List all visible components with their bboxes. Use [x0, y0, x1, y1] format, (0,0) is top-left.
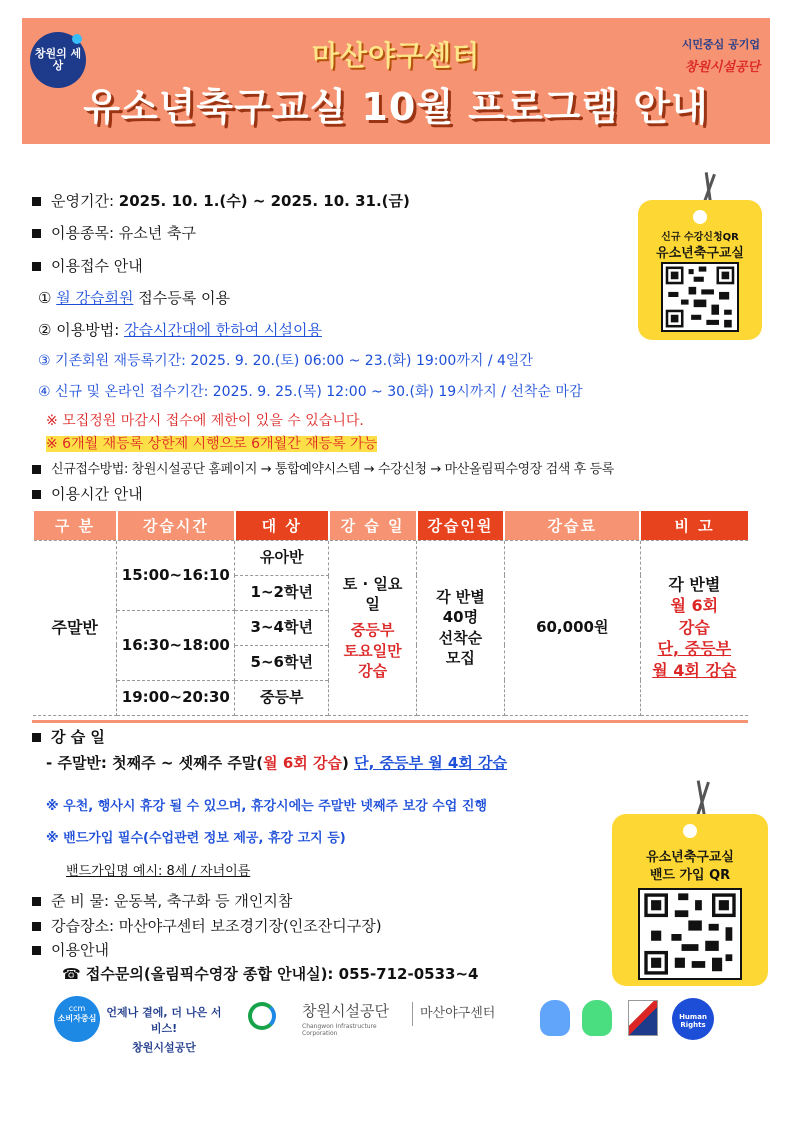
bullet-square-icon [32, 733, 41, 742]
item1-rest: 접수등록 이용 [138, 289, 230, 307]
bullet-square-icon [32, 490, 41, 499]
col-header: 비 고 [640, 511, 748, 540]
ccm-mid: 소비자중심 [57, 1014, 97, 1023]
mascot-1-icon [540, 1000, 570, 1036]
bullet-square-icon [32, 465, 41, 474]
footer-slogan-1: 언제나 곁에, 더 나은 서비스! [106, 1006, 222, 1035]
people-a: 각 반별 [436, 588, 485, 606]
new-method-line [32, 458, 614, 477]
contact-line [62, 963, 478, 984]
lesson-prefix: - 주말반: 첫째주 ~ 셋째주 주말( [46, 754, 264, 772]
qr1-large-label: 유소년축구교실 [656, 246, 744, 261]
col-header: 강습인원 [417, 511, 505, 540]
tag-hole [693, 210, 707, 224]
footer-slogan-2: 창원시설공단 [132, 1041, 196, 1054]
header-banner [22, 18, 770, 144]
bullet-square-icon [32, 897, 41, 906]
table-row [33, 540, 748, 575]
table-header-row [33, 511, 748, 540]
prep-value: 운동복, 축구화 등 개인지참 [113, 892, 293, 910]
contact-text: 접수문의(올림픽수영장 종합 안내실): 055-712-0533~4 [85, 965, 479, 983]
item2-num: ② [38, 321, 52, 339]
class-name-cell: 주말반 [33, 540, 117, 715]
place-label: 강습장소: [51, 917, 115, 935]
qr1-small-label: 신규 수강신청QR [661, 232, 739, 243]
certificate-icon [628, 1000, 658, 1036]
band-example: 밴드가입명 예시: 8세 / 자녀이름 [66, 864, 251, 879]
usage-title [32, 939, 109, 960]
time-title [32, 483, 143, 504]
signup-qr-tag [638, 200, 762, 340]
days-red-c: 강습 [358, 661, 388, 680]
footer-corp-kr: 창원시설공단 [302, 1002, 389, 1020]
sub-title: 마산야구센터 [311, 39, 481, 72]
target-cell: 중등부 [235, 680, 329, 715]
period-line [32, 190, 410, 211]
target-cell: 5~6학년 [235, 645, 329, 680]
bullet-square-icon [32, 922, 41, 931]
qr2-line2: 밴드 가입 QR [649, 868, 731, 883]
period-value: 2025. 10. 1.(수) ~ 2025. 10. 31.(금) [118, 192, 410, 210]
days-main-b: 일 [365, 595, 380, 614]
bullet-square-icon [32, 197, 41, 206]
apply-title-text: 이용접수 안내 [51, 257, 143, 275]
apply-title [32, 255, 143, 276]
fee-cell: 60,000원 [504, 540, 640, 715]
time-cell: 16:30~18:00 [117, 610, 235, 680]
ccm-logo [54, 996, 100, 1042]
mascot-2-icon [582, 1000, 612, 1036]
col-header: 강습료 [504, 511, 640, 540]
lesson-mid: ) [342, 754, 349, 772]
target-cell: 유아반 [235, 540, 329, 575]
bullet-square-icon [32, 262, 41, 271]
days-red-a: 중등부 [350, 621, 395, 640]
sport-label: 이용종목: [51, 224, 115, 242]
lesson-title-text: 강 습 일 [51, 728, 105, 746]
note-c: 강습 [678, 617, 710, 637]
lesson-red: 월 6회 강습 [263, 754, 342, 772]
lesson-note-1: ※ 우천, 행사시 휴강 될 수 있으며, 휴강시에는 주말반 넷째주 보강 수업 진행 [46, 799, 488, 814]
signup-qr-code[interactable] [661, 262, 739, 332]
target-cell: 3~4학년 [235, 610, 329, 645]
people-b: 40명 [442, 608, 479, 627]
sport-value: 유소년 축구 [118, 224, 197, 242]
days-red-b: 토요일만 [343, 641, 402, 660]
time-cell: 19:00~20:30 [117, 680, 235, 715]
col-header: 강습시간 [117, 511, 235, 540]
item2-label: 이용방법: [56, 321, 120, 339]
lesson-note-2: ※ 밴드가입 필수(수업관련 정보 제공, 휴강 고지 등) [46, 831, 346, 846]
page-title: 유소년축구교실 10월 프로그램 안내 [83, 85, 709, 129]
corp-name: 창원시설공단 [684, 60, 760, 75]
place-value: 마산야구센터 보조경기장(인조잔디구장) [118, 917, 382, 935]
monthly-member-link[interactable]: 월 강습회원 [56, 289, 134, 307]
col-header: 대 상 [235, 511, 329, 540]
people-cell [417, 540, 505, 715]
target-cell: 1~2학년 [235, 575, 329, 610]
period-label: 운영기간: [51, 192, 115, 210]
corp-name-box [302, 1000, 412, 1037]
usage-title-text: 이용안내 [51, 941, 109, 959]
usage-method-link[interactable]: 강습시간대에 한하여 시설이용 [124, 321, 322, 339]
col-header: 강 습 일 [329, 511, 417, 540]
note-a: 각 반별 [668, 574, 721, 594]
time-title-text: 이용시간 안내 [51, 485, 143, 503]
new-method-text: 신규접수방법: 창원시설공단 홈페이지 → 통합예약시스템 → 수강신청 → 마산올림픽수영장 검색 후 등록 [51, 462, 614, 477]
bullet-square-icon [32, 229, 41, 238]
prep-line [32, 890, 292, 911]
ccm-top: ccm [68, 1004, 86, 1013]
note-d: 단, 중등부 [657, 639, 732, 659]
col-header: 구 분 [33, 511, 117, 540]
note-rereg-text: ※ 6개월 재등록 상한제 시행으로 6개월간 재등록 가능 [46, 436, 378, 452]
people-d: 모집 [445, 648, 475, 667]
schedule-table [32, 511, 748, 716]
slogan-box [104, 1004, 224, 1055]
human-rights-logo [672, 998, 714, 1040]
lesson-blue: 단, 중등부 월 4회 강습 [354, 754, 508, 772]
qr2-line1: 유소년축구교실 [646, 850, 734, 865]
item1-num: ① [38, 289, 52, 307]
table-bottom-rule [32, 720, 748, 723]
band-qr-tag [612, 814, 768, 986]
lesson-title [32, 726, 105, 747]
people-c: 선착순 [438, 628, 483, 647]
apply-item-3: ③ 기존회원 재등록기간: 2025. 9. 20.(토) 06:00 ~ 23.(화) 19:00까지 / 4일간 [38, 353, 533, 369]
footer-logos [40, 996, 760, 1052]
days-cell [329, 540, 417, 715]
note-cell [640, 540, 748, 715]
apply-item-4: ④ 신규 및 온라인 접수기간: 2025. 9. 25.(목) 12:00 ~ 30.(화) 19시까지 / 선착순 마감 [38, 384, 583, 400]
apply-item-1 [38, 287, 230, 308]
footer-center-name: 마산야구센터 [420, 1006, 496, 1021]
footer-divider [412, 1002, 413, 1026]
time-cell: 15:00~16:10 [117, 540, 235, 610]
corp-slogan: 시민중심 공기업 [681, 38, 760, 51]
note-rereg [46, 433, 377, 453]
band-qr-code[interactable] [638, 888, 742, 980]
bullet-square-icon [32, 946, 41, 955]
sport-line [32, 222, 196, 243]
days-main-a: 토 · 일요 [342, 574, 403, 593]
lesson-line [46, 752, 507, 773]
apply-item-2 [38, 319, 322, 340]
place-line [32, 915, 382, 936]
corp-logo [682, 36, 760, 75]
note-b: 월 6회 [670, 596, 719, 616]
footer-corp-en: Changwon Infrastructure Corporation [302, 1023, 377, 1037]
note-capacity: ※ 모집정원 마감시 접수에 제한이 있을 수 있습니다. [46, 413, 364, 429]
note-e: 월 4회 강습 [652, 660, 737, 680]
phone-icon: ☎ [62, 965, 81, 983]
human-rights-text: Human Rights [679, 1013, 707, 1029]
city-logo-text: 창원의 세상 [34, 46, 82, 72]
tag-hole [683, 824, 697, 838]
prep-label: 준 비 물: [51, 892, 110, 910]
corp-emblem-icon [248, 1002, 276, 1030]
